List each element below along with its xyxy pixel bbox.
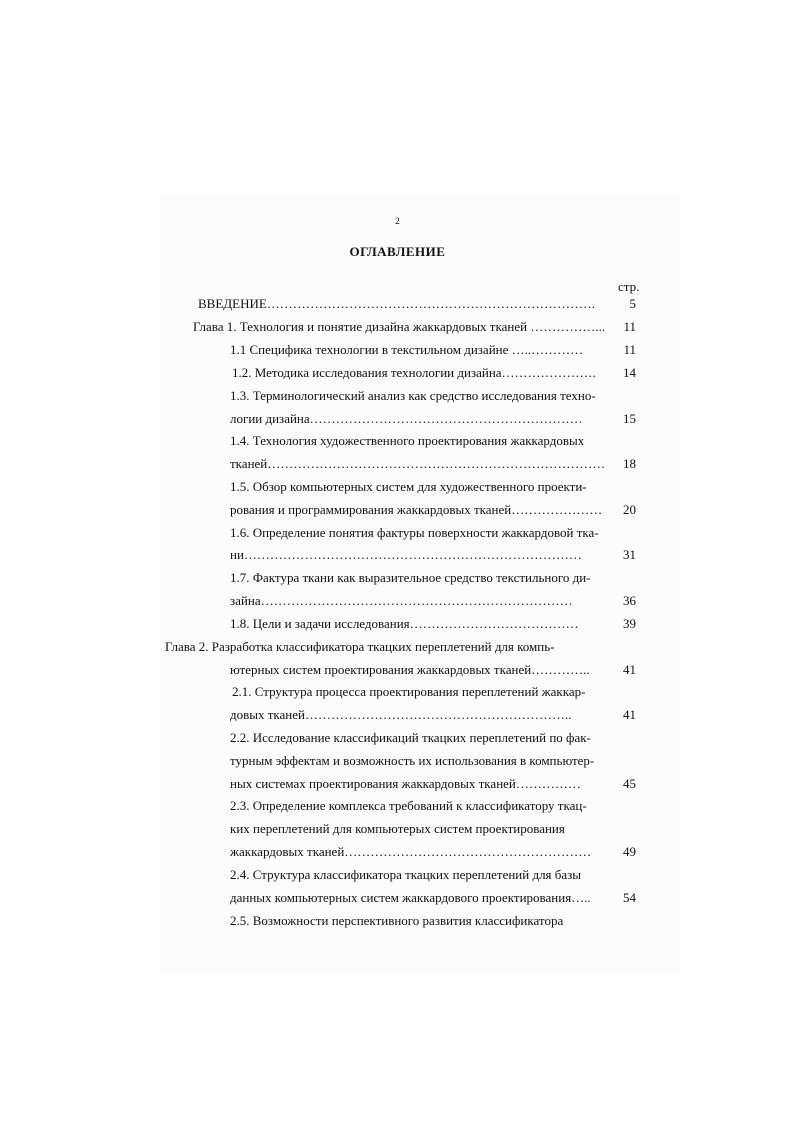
toc-entry-page: 49 xyxy=(623,844,636,859)
toc-entry-text: зайна……………………………………………………………… xyxy=(230,593,573,608)
toc-entry-page: 31 xyxy=(623,547,636,562)
toc-entry-page: 45 xyxy=(623,776,636,791)
toc-entry-text: 1.8. Цели и задачи исследования………………………………… xyxy=(230,616,579,631)
toc-entry-page: 54 xyxy=(623,890,636,905)
toc-entry-text: Глава 1. Технология и понятие дизайна жаккардовых тканей ……………... xyxy=(193,319,606,334)
toc-entry-page: 41 xyxy=(623,707,636,722)
toc-entry-text: 1.4. Технология художественного проектирования жаккардовых xyxy=(230,433,585,448)
toc-entry-text: 1.6. Определение понятия фактуры поверхности жаккардовой тка- xyxy=(230,525,599,540)
toc-entry-text: жаккардовых тканей………………………………………………… xyxy=(230,844,592,859)
toc-entry-text: ВВЕДЕНИЕ…………………………………………………………………. xyxy=(198,296,596,311)
toc-entry-text: 1.5. Обзор компьютерных систем для художественного проекти- xyxy=(230,479,587,494)
toc-entry-page: 14 xyxy=(623,365,636,380)
toc-entry-text: 2.4. Структура классификатора ткацких переплетений для базы xyxy=(230,867,582,882)
toc-entry-page: 11 xyxy=(623,342,636,357)
toc-entry-text: 1.2. Методика исследования технологии дизайна…………………. xyxy=(232,365,596,380)
toc-entry-text: данных компьютерных систем жаккардового проектирования….. xyxy=(230,890,591,905)
toc-entry-text: ких переплетений для компьютерых систем проектирования xyxy=(230,821,565,836)
toc-entry-page: 20 xyxy=(623,502,636,517)
toc-entry-page: 41 xyxy=(623,662,636,677)
toc-entry-text: 1.3. Терминологический анализ как средство исследования техно- xyxy=(230,388,596,403)
toc-entry-page: 15 xyxy=(623,411,636,426)
toc-entry-page: 11 xyxy=(623,319,636,334)
page-column-header: стр. xyxy=(618,279,640,294)
toc-entry-text: тканей…………………………………………………………………… xyxy=(230,456,606,471)
page-title: ОГЛАВЛЕНИЕ xyxy=(349,244,446,259)
toc-entry-text: 1.1 Специфика технологии в текстильном дизайне …..………… xyxy=(230,342,584,357)
toc-entry-text: ютерных систем проектирования жаккардовых тканей………….. xyxy=(230,662,590,677)
toc-entry-text: довых тканей…………………………………………………….. xyxy=(230,707,572,722)
toc-entry-text: 1.7. Фактура ткани как выразительное средство текстильного ди- xyxy=(230,570,591,585)
toc-entry-text: 2.2. Исследование классификаций ткацких переплетений по фак- xyxy=(230,730,591,745)
toc-entry-page: 18 xyxy=(623,456,636,471)
toc-entry-text: турным эффектам и возможность их использования в компьютер- xyxy=(230,753,595,768)
toc-entry-page: 5 xyxy=(629,296,636,311)
toc-entry-page: 36 xyxy=(623,593,636,608)
toc-entry-text: логии дизайна……………………………………………………… xyxy=(230,411,583,426)
toc-entry-page: 39 xyxy=(623,616,636,631)
toc-entry-text: Глава 2. Разработка классификатора ткацких переплетений для компь- xyxy=(165,639,555,654)
page-number: 2 xyxy=(395,216,400,226)
toc-entry-text: ни…………………………………………………………………… xyxy=(230,547,582,562)
toc-entry-text: рования и программирования жаккардовых тканей………………… xyxy=(230,502,603,517)
toc-entry-text: 2.5. Возможности перспективного развития классификатора xyxy=(230,913,564,928)
toc-entry-text: 2.1. Структура процесса проектирования переплетений жаккар- xyxy=(232,684,586,699)
toc-entry-text: ных системах проектирования жаккардовых тканей…………… xyxy=(230,776,581,791)
toc-entry-text: 2.3. Определение комплекса требований к классификатору ткац- xyxy=(230,798,587,813)
